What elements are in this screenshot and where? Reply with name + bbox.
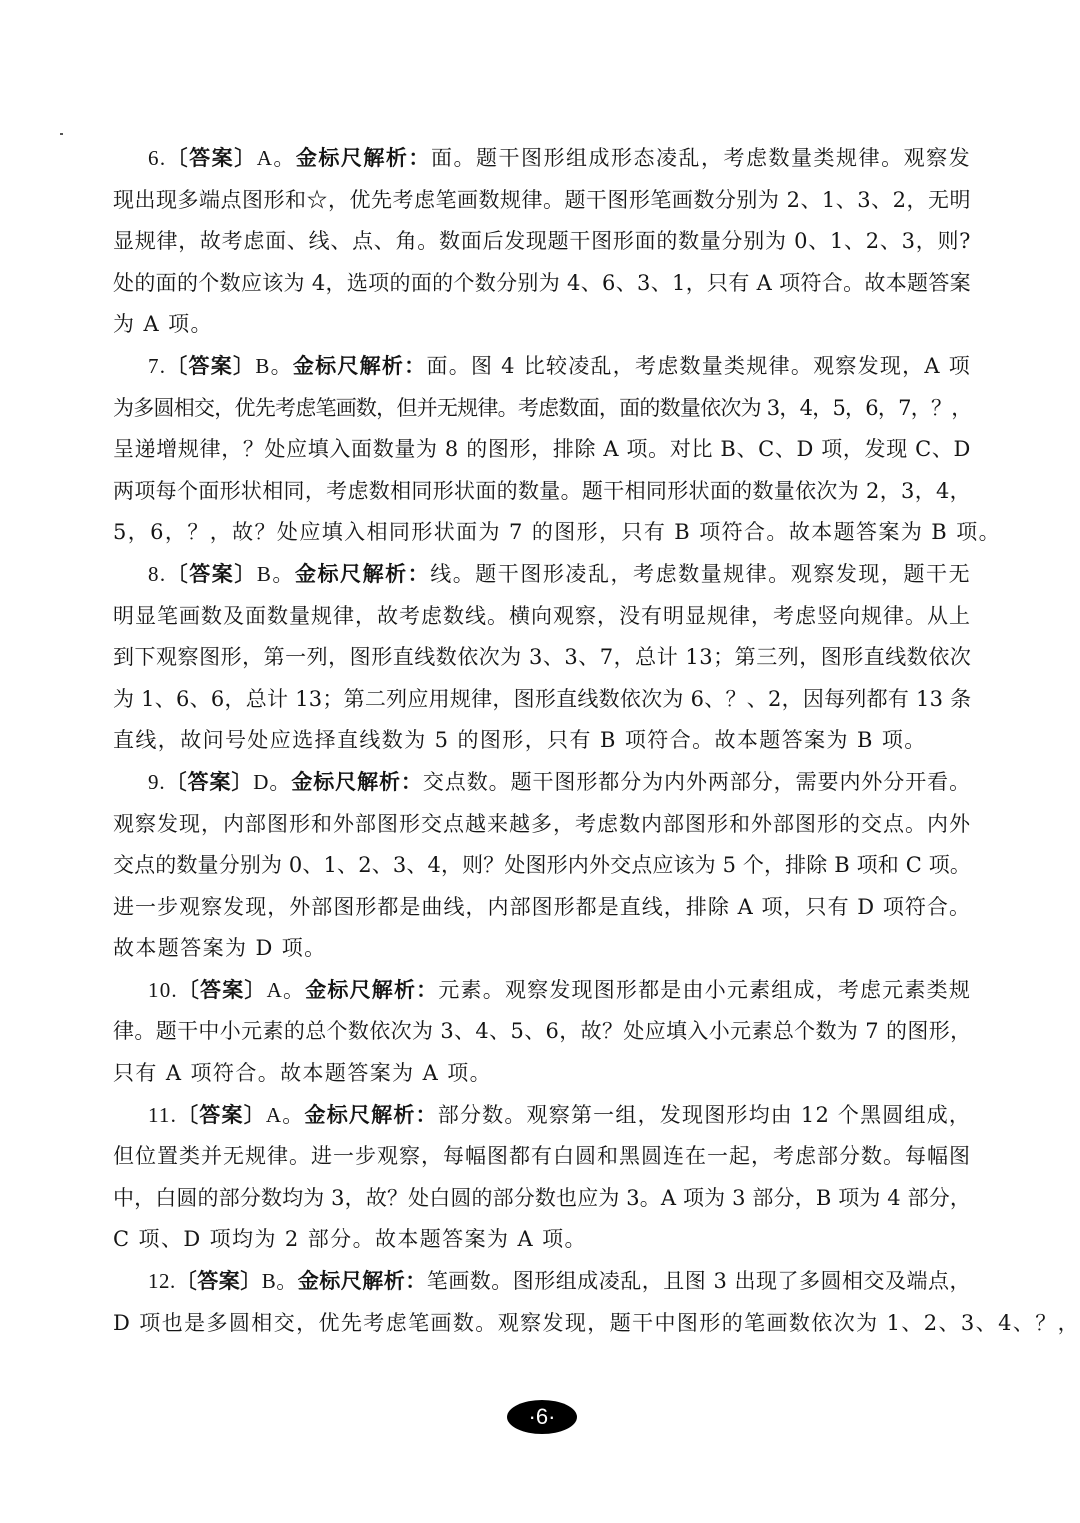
line-text: 交点的数量分别为 0、1、2、3、4，则？处图形内外交点应该为 5 个，排除 B 项和 C 项。 xyxy=(113,853,971,878)
text-line xyxy=(113,304,971,346)
question-number: 7. xyxy=(148,353,167,378)
question-number: 6. xyxy=(148,146,167,170)
analysis-label: 金标尺解析： xyxy=(297,1269,427,1294)
line-text: 为 A 项。 xyxy=(113,312,213,337)
answer-value: B。 xyxy=(255,353,293,378)
line-text: 观察发现，内部图形和外部图形交点越来越多，考虑数内部图形和外部图形的交点。内外 xyxy=(113,811,971,836)
explanation-item xyxy=(113,346,1001,554)
text-line xyxy=(113,1303,1080,1345)
text-line xyxy=(113,1261,971,1303)
text-line xyxy=(113,679,971,721)
text-line xyxy=(113,845,971,887)
text-line xyxy=(113,1011,971,1053)
line-text: 为 1、6、6，总计 13；第二列应用规律，图形直线数依次为 6、？、2，因每列都有 13 条 xyxy=(113,686,972,711)
text-line xyxy=(113,596,971,638)
line-text: 但位置类并无规律。进一步观察，每幅图都有白圆和黑圆连在一起，考虑部分数。每幅图 xyxy=(113,1144,971,1169)
question-number: 10. xyxy=(148,977,178,1002)
line-text: 元素。观察发现图形都是由小元素组成，考虑元素类规 xyxy=(438,977,972,1002)
text-line xyxy=(113,637,971,679)
text-line xyxy=(113,346,971,388)
answer-value: D。 xyxy=(253,769,292,794)
text-line xyxy=(113,762,971,804)
line-text: 律。题干中小元素的总个数依次为 3、4、5、6，故？处应填入小元素总个数为 7 的图形， xyxy=(113,1019,972,1044)
line-text: 交点数。题干图形都分为内外两部分，需要内外分开看。 xyxy=(422,769,971,794)
answer-explanations xyxy=(113,138,1080,1344)
text-line xyxy=(113,180,971,222)
analysis-label: 金标尺解析： xyxy=(291,769,423,794)
text-line xyxy=(113,429,971,471)
scan-artifact xyxy=(60,133,63,135)
line-text: 到下观察图形，第一列，图形直线数依次为 3、3、7，总计 13；第三列，图形直线数依次 xyxy=(113,645,972,670)
explanation-item xyxy=(113,138,971,346)
line-text: 显规律，故考虑面、线、点、角。数面后发现题干图形面的数量分别为 0、1、2、3，则? xyxy=(113,229,972,254)
answer-label: 〔答案〕 xyxy=(165,769,254,794)
line-text: 线。题干图形凌乱，考虑数量规律。观察发现，题干无 xyxy=(430,561,971,586)
answer-value: B。 xyxy=(261,1269,298,1294)
line-text: 只有 A 项符合。故本题答案为 A 项。 xyxy=(113,1061,493,1086)
explanation-item xyxy=(113,762,971,970)
analysis-label: 金标尺解析： xyxy=(294,561,431,586)
explanation-item xyxy=(113,970,971,1095)
question-number: 9. xyxy=(148,769,166,794)
text-line xyxy=(113,1095,971,1137)
explanation-item xyxy=(113,1095,971,1261)
analysis-label: 金标尺解析： xyxy=(292,353,427,378)
text-line xyxy=(113,928,971,970)
answer-label: 〔答案〕 xyxy=(166,353,256,378)
answer-value: A。 xyxy=(265,1102,305,1127)
answer-value: A。 xyxy=(266,977,306,1002)
text-line xyxy=(113,970,971,1012)
line-text: 处的面的个数应该为 4，选项的面的个数分别为 4、6、3、1，只有 A 项符合。故本题答案 xyxy=(113,270,971,295)
text-line xyxy=(113,138,971,180)
line-text: 面。图 4 比较凌乱，考虑数量类规律。观察发现，A 项 xyxy=(426,353,972,378)
analysis-label: 金标尺解析： xyxy=(304,1102,438,1127)
line-text: 笔画数。图形组成凌乱，且图 3 出现了多圆相交及端点， xyxy=(426,1269,972,1294)
analysis-label: 金标尺解析： xyxy=(295,146,431,170)
line-text: D 项也是多圆相交，优先考虑笔画数。观察发现，题干中图形的笔画数依次为 1、2、3、4、？， xyxy=(113,1310,1080,1335)
line-text: 现出现多端点图形和☆，优先考虑笔画数规律。题干图形笔画数分别为 2、1、3、2，无明 xyxy=(113,187,971,212)
answer-label: 〔答案〕 xyxy=(166,146,257,170)
text-line xyxy=(113,1178,971,1220)
line-text: C 项、D 项均为 2 部分。故本题答案为 A 项。 xyxy=(113,1227,587,1252)
line-text: 呈递增规律，？处应填入面数量为 8 的图形，排除 A 项。对比 B、C、D 项，发现 C、D xyxy=(113,437,971,462)
line-text: 为多圆相交，优先考虑笔画数，但并无规律。考虑数面，面的数量依次为 3，4，5，6，7，？， xyxy=(113,395,972,420)
line-text: 部分数。观察第一组，发现图形均由 12 个黑圆组成， xyxy=(437,1102,972,1127)
text-line xyxy=(113,388,971,430)
answer-value: A。 xyxy=(256,146,296,170)
text-line xyxy=(113,887,971,929)
text-line xyxy=(113,263,971,305)
question-number: 11. xyxy=(148,1102,178,1127)
line-text: 故本题答案为 D 项。 xyxy=(113,936,327,961)
analysis-label: 金标尺解析： xyxy=(305,977,439,1002)
line-text: 两项每个面形状相同，考虑数相同形状面的数量。题干相同形状面的数量依次为 2，3，4， xyxy=(113,478,971,503)
text-line xyxy=(113,804,971,846)
page-number-badge: ·6· xyxy=(507,1400,577,1434)
answer-label: 〔答案〕 xyxy=(166,561,257,586)
answer-label: 〔答案〕 xyxy=(177,1102,266,1127)
explanation-item xyxy=(113,1261,1080,1344)
line-text: 明显笔画数及面数量规律，故考虑数线。横向观察，没有明显规律，考虑竖向规律。从上 xyxy=(113,603,971,628)
explanation-item xyxy=(113,554,971,762)
answer-label: 〔答案〕 xyxy=(175,1269,262,1294)
line-text: 直线，故问号处应选择直线数为 5 的图形，只有 B 项符合。故本题答案为 B 项。 xyxy=(113,728,927,753)
text-line xyxy=(113,1219,971,1261)
text-line xyxy=(113,1053,971,1095)
line-text: 面。题干图形组成形态凌乱，考虑数量类规律。观察发 xyxy=(430,146,971,170)
text-line xyxy=(113,512,1001,554)
answer-value: B。 xyxy=(256,561,295,586)
text-line xyxy=(113,471,971,513)
line-text: 中，白圆的部分数均为 3，故？处白圆的部分数也应为 3。A 项为 3 部分，B 项为 4 部分， xyxy=(113,1185,971,1210)
text-line xyxy=(113,221,971,263)
text-line xyxy=(113,1136,971,1178)
text-line xyxy=(113,554,971,596)
text-line xyxy=(113,720,971,762)
question-number: 12. xyxy=(148,1269,176,1294)
question-number: 8. xyxy=(148,561,167,586)
line-text: 5，6，？，故？处应填入相同形状面为 7 的图形，只有 B 项符合。故本题答案为 B 项。 xyxy=(113,520,1001,545)
answer-label: 〔答案〕 xyxy=(177,977,267,1002)
line-text: 进一步观察发现，外部图形都是曲线，内部图形都是直线，排除 A 项，只有 D 项符合。 xyxy=(113,894,971,919)
